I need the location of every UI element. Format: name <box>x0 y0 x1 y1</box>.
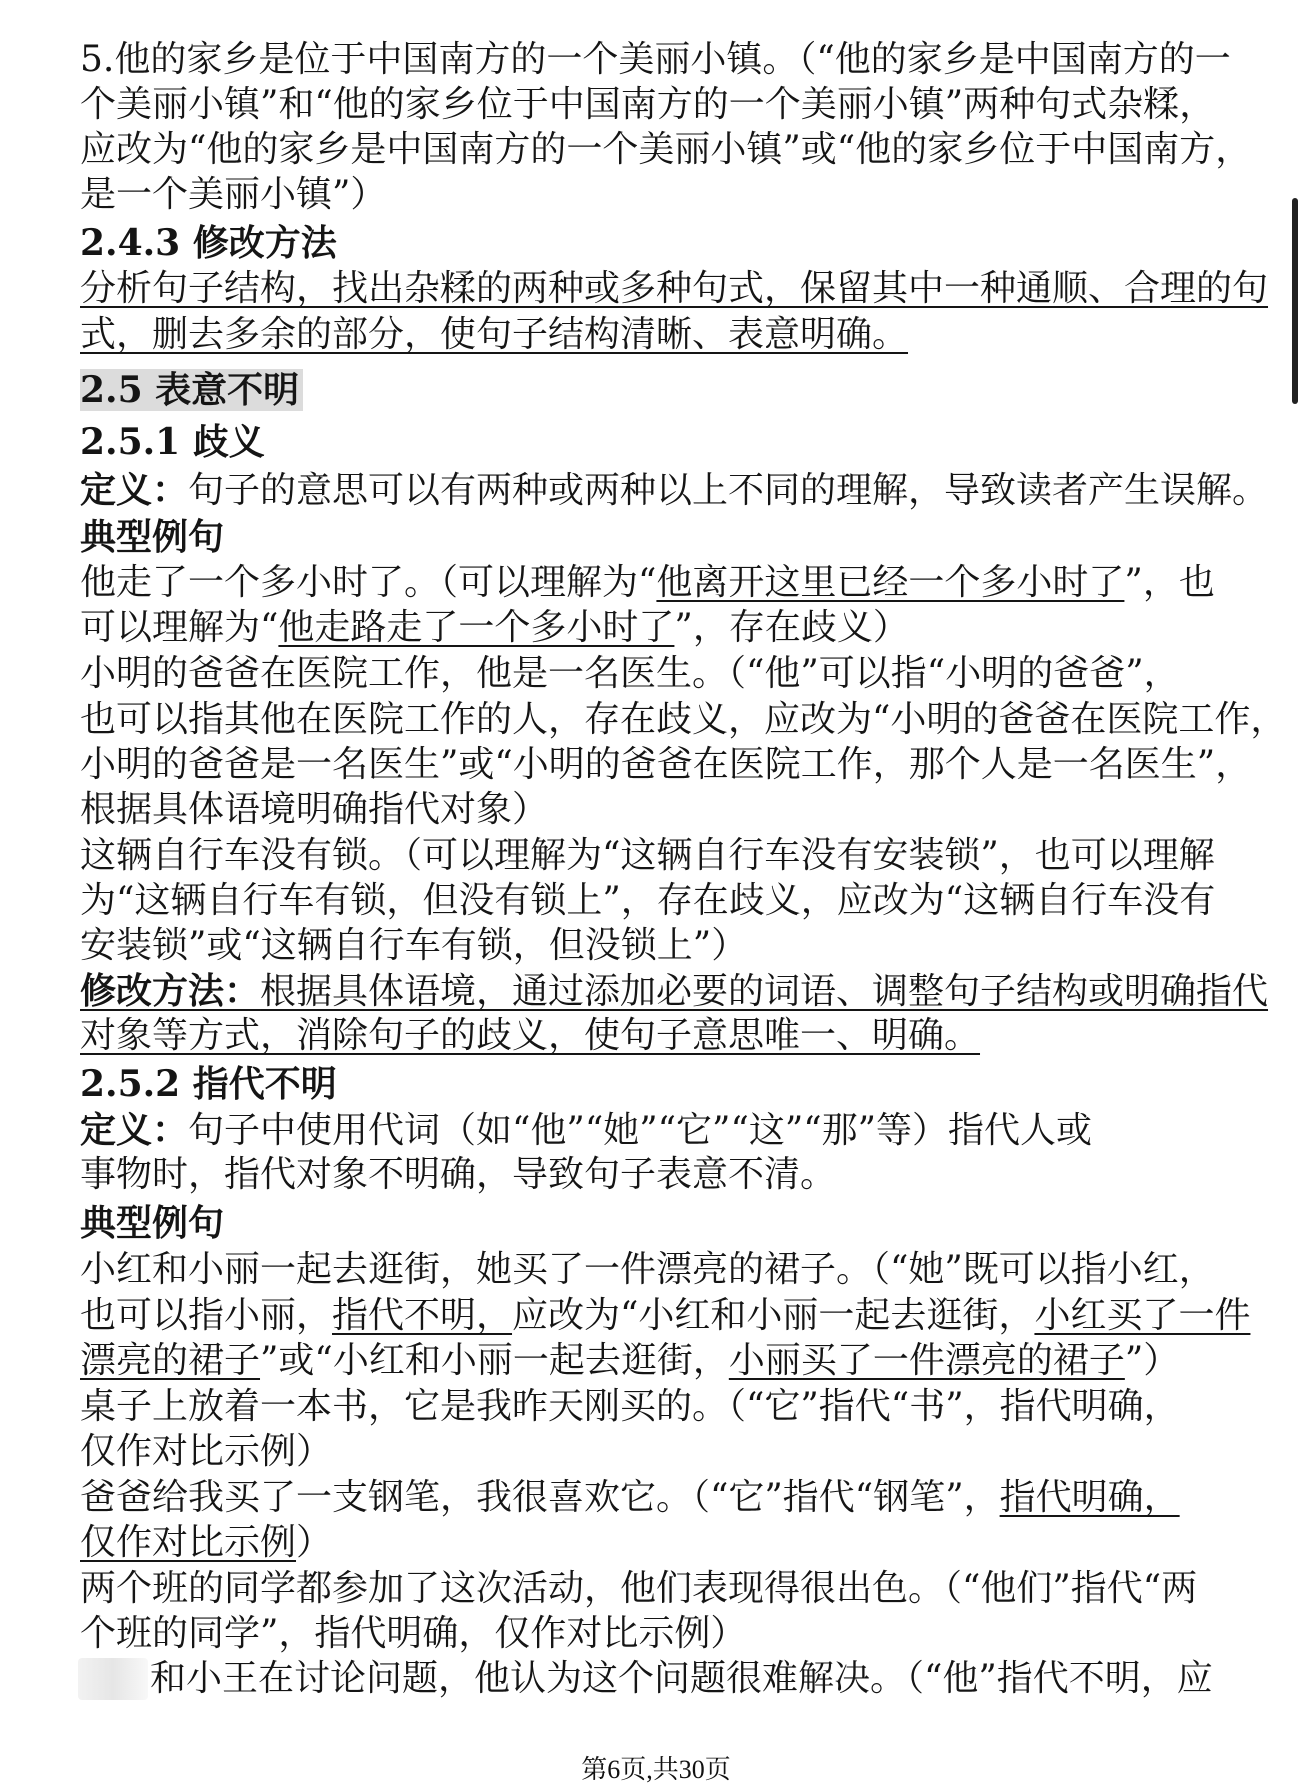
fix-method-line-1 <box>80 968 1268 1015</box>
underlined-span: 小丽买了一件漂亮的裙子 <box>728 1340 1125 1381</box>
example-line-27: 个班的同学”，指代明确，仅作对比示例） <box>80 1613 747 1654</box>
example-line-14: 为“这辆自行车有锁，但没有锁上”，存在歧义，应改为“这辆自行车没有 <box>80 880 1216 921</box>
scrollbar-thumb[interactable] <box>1292 198 1298 404</box>
underlined-span: 漂亮的裙子 <box>80 1340 261 1381</box>
example-line-7 <box>80 560 1215 606</box>
example-line-21 <box>80 1338 1179 1384</box>
example-line-12: 根据具体语境明确指代对象） <box>80 789 549 830</box>
text-span: ”） <box>1124 1340 1180 1381</box>
method-line-2: 式，删去多余的部分，使句子结构清晰、表意明确。 <box>80 314 909 355</box>
text-span: 应改为“小红和小丽一起去逛街， <box>512 1295 1035 1336</box>
underlined-span: 指代明确， <box>999 1477 1180 1518</box>
definition-text: 句子的意思可以有两种或两种以上不同的理解，导致读者产生误解。 <box>188 470 1269 511</box>
text-span: ） <box>296 1522 333 1563</box>
typical-examples-label-1: 典型例句 <box>80 516 225 558</box>
example-line-15: 安装锁”或“这辆自行车有锁，但没锁上”） <box>80 925 748 966</box>
definition-2 <box>80 1107 1092 1154</box>
heading-2-5 <box>80 367 303 413</box>
example-line-22: 桌子上放着一本书，它是我昨天刚买的。（“它”指代“书”，指代明确， <box>80 1386 1180 1427</box>
example-line-9: 小明的爸爸在医院工作，他是一名医生。（“他”可以指“小明的爸爸”， <box>80 653 1180 694</box>
example-5-line-2: 个美丽小镇”和“他的家乡位于中国南方的一个美丽小镇”两种句式杂糅， <box>80 84 1216 125</box>
definition-label: 定义： <box>80 1109 189 1151</box>
example-line-13: 这辆自行车没有锁。（可以理解为“这辆自行车没有安装锁”，也可以理解 <box>80 835 1215 876</box>
scan-smudge <box>78 1658 148 1700</box>
example-line-26: 两个班的同学都参加了这次活动，他们表现得很出色。（“他们”指代“两 <box>80 1568 1198 1609</box>
example-line-24 <box>80 1475 1180 1521</box>
example-5-line-3: 应改为“他的家乡是中国南方的一个美丽小镇”或“他的家乡位于中国南方， <box>80 129 1252 170</box>
example-line-8 <box>80 605 909 651</box>
underlined-span: 他离开这里已经一个多小时了 <box>656 562 1125 603</box>
underlined-span: 他走路走了一个多小时了 <box>278 607 675 648</box>
heading-2-4-3: 2.4.3 修改方法 <box>80 222 337 264</box>
definition-1 <box>80 467 1268 514</box>
example-line-11: 小明的爸爸是一名医生”或“小明的爸爸在医院工作，那个人是一名医生”， <box>80 744 1252 785</box>
example-line-10: 也可以指其他在医院工作的人，存在歧义，应改为“小明的爸爸在医院工作， <box>80 699 1287 740</box>
text-span: 也可以指小丽， <box>80 1295 333 1336</box>
text-span: ”，也 <box>1124 562 1215 603</box>
text-span: ”或“小红和小丽一起去逛街， <box>260 1340 729 1381</box>
definition-label: 定义： <box>80 469 189 511</box>
fix-method-label: 修改方法： <box>80 970 261 1012</box>
example-line-28: 和小王在讨论问题，他认为这个问题很难解决。（“他”指代不明，应 <box>150 1658 1213 1699</box>
definition-text: 句子中使用代词（如“他”“她”“它”“这”“那”等）指代人或 <box>188 1110 1093 1151</box>
method-line-1: 分析句子结构，找出杂糅的两种或多种句式，保留其中一种通顺、合理的句 <box>80 268 1269 309</box>
definition-2-line-2: 事物时，指代对象不明确，导致句子表意不清。 <box>80 1154 837 1195</box>
example-5-line-4: 是一个美丽小镇”） <box>80 174 387 215</box>
text-span: ”，存在歧义） <box>674 607 909 648</box>
heading-2-5-text: 2.5 表意不明 <box>80 369 303 411</box>
example-line-19: 小红和小丽一起去逛街，她买了一件漂亮的裙子。（“她”既可以指小红， <box>80 1249 1215 1290</box>
heading-2-5-2: 2.5.2 指代不明 <box>80 1063 337 1105</box>
underlined-span: 小红买了一件 <box>1034 1295 1251 1336</box>
typical-examples-label-2: 典型例句 <box>80 1202 225 1244</box>
text-span: 他走了一个多小时了。（可以理解为“ <box>80 562 657 603</box>
example-line-23: 仅作对比示例） <box>80 1431 333 1472</box>
fix-method-text: 根据具体语境，通过添加必要的词语、调整句子结构或明确指代 <box>260 971 1269 1012</box>
heading-2-5-1: 2.5.1 歧义 <box>80 421 265 463</box>
underlined-span: 仅作对比示例 <box>80 1522 297 1563</box>
text-span: 爸爸给我买了一支钢笔，我很喜欢它。（“它”指代“钢笔”， <box>80 1477 1000 1518</box>
fix-method-line-2: 对象等方式，消除句子的歧义，使句子意思唯一、明确。 <box>80 1015 981 1056</box>
example-5-line-1: 5.他的家乡是位于中国南方的一个美丽小镇。（“他的家乡是中国南方的一 <box>80 39 1231 80</box>
text-span: 可以理解为“ <box>80 607 279 648</box>
page-number: 第6页,共30页 <box>581 1755 731 1784</box>
example-line-25 <box>80 1520 332 1566</box>
example-line-20 <box>80 1293 1250 1339</box>
underlined-span: 指代不明， <box>332 1295 513 1336</box>
